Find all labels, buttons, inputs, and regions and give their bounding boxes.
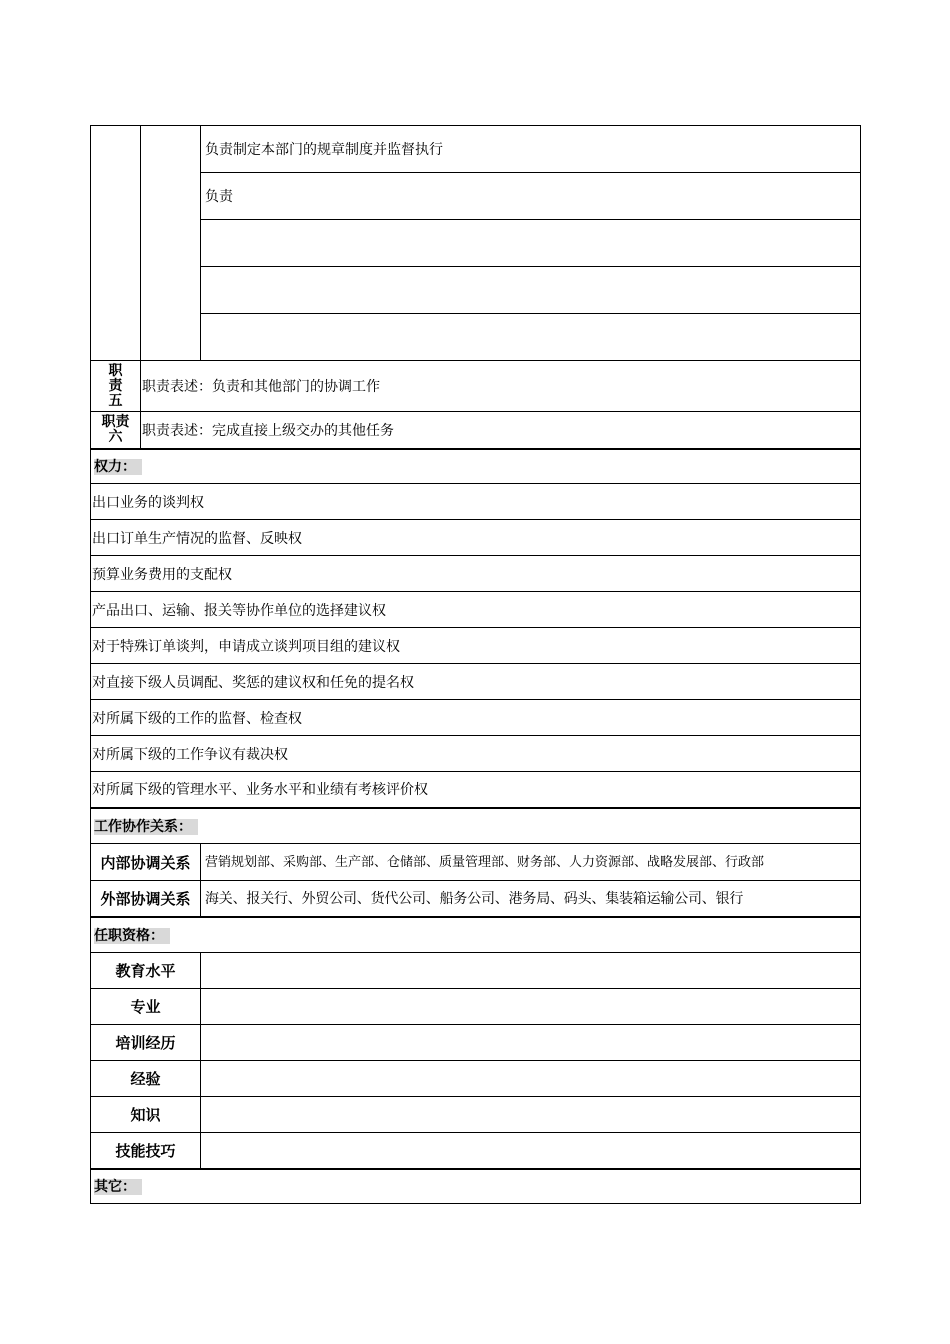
job-description-table — [90, 125, 860, 1204]
duty4-item — [201, 267, 861, 314]
power-item: 对于特殊订单谈判，申请成立谈判项目组的建议权 — [91, 628, 861, 664]
qual-label-experience: 经验 — [91, 1061, 201, 1097]
power-item: 对所属下级的工作的监督、检查权 — [91, 700, 861, 736]
power-item: 预算业务费用的支配权 — [91, 556, 861, 592]
duty4-item: 负责制定本部门的规章制度并监督执行 — [201, 126, 861, 173]
power-item: 对直接下级人员调配、奖惩的建议权和任免的提名权 — [91, 664, 861, 700]
external-relations-label: 外部协调关系 — [91, 881, 201, 917]
internal-relations-label: 内部协调关系 — [91, 844, 201, 881]
power-item: 出口订单生产情况的监督、反映权 — [91, 520, 861, 556]
qual-value-skills — [201, 1133, 861, 1169]
qualifications-title: 任职资格： — [91, 917, 861, 953]
power-item: 出口业务的谈判权 — [91, 484, 861, 520]
duty4-label-cell — [91, 126, 141, 361]
qual-value-education — [201, 953, 861, 989]
relations-title: 工作协作关系： — [91, 808, 861, 844]
internal-relations-text: 营销规划部、采购部、生产部、仓储部、质量管理部、财务部、人力资源部、战略发展部、行政部 — [201, 844, 861, 881]
qual-value-training — [201, 1025, 861, 1061]
duty6-text: 职责表述：完成直接上级交办的其他任务 — [141, 412, 861, 449]
external-relations-text: 海关、报关行、外贸公司、货代公司、船务公司、港务局、码头、集装箱运输公司、银行 — [201, 881, 861, 917]
duty4-item: 负责 — [201, 173, 861, 220]
duty5-label: 职 责 五 — [91, 361, 141, 412]
qual-value-knowledge — [201, 1097, 861, 1133]
duty5-text: 职责表述：负责和其他部门的协调工作 — [141, 361, 861, 412]
qual-label-training: 培训经历 — [91, 1025, 201, 1061]
qual-label-knowledge: 知识 — [91, 1097, 201, 1133]
power-item: 对所属下级的工作争议有裁决权 — [91, 736, 861, 772]
qual-label-skills: 技能技巧 — [91, 1133, 201, 1169]
duty4-sub-cell — [141, 126, 201, 361]
power-item: 产品出口、运输、报关等协作单位的选择建议权 — [91, 592, 861, 628]
duty4-item — [201, 220, 861, 267]
powers-title: 权力： — [91, 449, 861, 484]
qual-value-experience — [201, 1061, 861, 1097]
qual-label-major: 专业 — [91, 989, 201, 1025]
other-title: 其它： — [91, 1169, 861, 1204]
duty4-item — [201, 314, 861, 361]
qual-value-major — [201, 989, 861, 1025]
power-item: 对所属下级的管理水平、业务水平和业绩有考核评价权 — [91, 772, 861, 808]
duty6-label: 职责 六 — [91, 412, 141, 449]
qual-label-education: 教育水平 — [91, 953, 201, 989]
